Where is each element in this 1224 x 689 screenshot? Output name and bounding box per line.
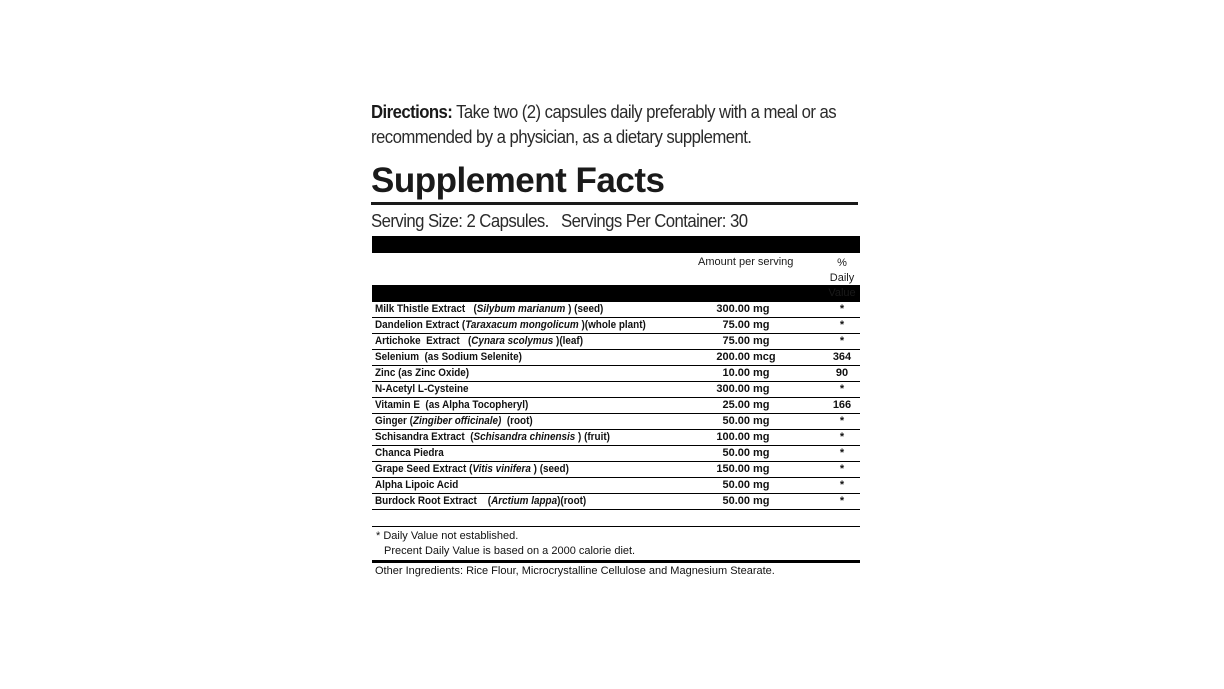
- ingredient-daily-value: *: [839, 479, 845, 491]
- ingredient-name: [375, 446, 444, 461]
- ingredient-daily-value: *: [839, 463, 845, 475]
- directions-body: Take two (2) capsules daily preferably with a meal or as recommended by a physician, as a dietary supplement.: [371, 102, 837, 147]
- ingredient-daily-value: *: [839, 431, 845, 443]
- ingredient-name: [375, 382, 469, 397]
- ingredient-amount: 50.00: [722, 495, 750, 507]
- ingredient-name: [375, 414, 533, 429]
- ingredient-unit: mg: [753, 415, 770, 427]
- ingredient-unit: mg: [753, 431, 770, 443]
- directions-label: Directions:: [371, 102, 453, 122]
- ingredient-name-main: Milk Thistle Extract (: [375, 303, 477, 315]
- ingredient-amount: 300.00: [716, 383, 750, 395]
- table-row: [372, 462, 860, 478]
- ingredient-daily-value: *: [839, 447, 845, 459]
- ingredient-amount: 50.00: [722, 415, 750, 427]
- ingredient-daily-value: *: [839, 335, 845, 347]
- amount-header: Amount per serving: [698, 256, 794, 268]
- ingredient-name: [375, 430, 610, 445]
- ingredient-name-tail: ) (seed): [565, 303, 604, 315]
- table-row: [372, 382, 860, 398]
- ingredient-unit: mg: [753, 479, 770, 491]
- ingredient-name: [375, 366, 469, 381]
- ingredient-unit: mg: [753, 495, 770, 507]
- ingredient-name-main: Chanca Piedra: [375, 447, 444, 459]
- supplement-label: [371, 100, 861, 233]
- ingredient-name-tail: (root): [501, 415, 533, 427]
- ingredient-unit: mcg: [753, 351, 776, 363]
- ingredient-name-main: Selenium (as Sodium Selenite): [375, 351, 522, 363]
- facts-table: [372, 236, 860, 579]
- ingredient-name: [375, 350, 522, 365]
- ingredient-name-main: Zinc (as Zinc Oxide): [375, 367, 470, 379]
- ingredient-unit: mg: [753, 399, 770, 411]
- ingredient-name-main: Dandelion Extract (: [375, 319, 466, 331]
- ingredient-latin-name: Vitis vinifera: [472, 463, 531, 475]
- ingredient-amount: 75.00: [722, 319, 750, 331]
- ingredient-latin-name: Silybum marianum: [476, 303, 566, 315]
- ingredient-name: [375, 302, 603, 317]
- ingredient-unit: mg: [753, 303, 770, 315]
- header-bar: [372, 285, 860, 302]
- ingredient-name-main: Grape Seed Extract (: [375, 463, 473, 475]
- ingredient-daily-value: *: [839, 319, 845, 331]
- footnote-line-1: * Daily Value not established.: [376, 530, 519, 542]
- ingredient-name: [375, 398, 528, 413]
- ingredient-latin-name: Schisandra chinensis: [473, 431, 576, 443]
- ingredient-latin-name: Zingiber officinale): [412, 415, 502, 427]
- ingredient-amount: 25.00: [722, 399, 750, 411]
- ingredient-name-main: N-Acetyl L-Cysteine: [375, 383, 469, 395]
- ingredient-unit: mg: [753, 447, 770, 459]
- table-row: [372, 366, 860, 382]
- ingredient-name: [375, 494, 586, 509]
- bottom-bar: [372, 560, 860, 563]
- ingredient-amount: 50.00: [722, 479, 750, 491]
- ingredient-name: [375, 334, 583, 349]
- table-row: [372, 430, 860, 446]
- table-row: [372, 302, 860, 318]
- ingredient-name-main: Burdock Root Extract (: [375, 495, 492, 507]
- ingredient-name-tail: )(root): [557, 495, 587, 507]
- ingredient-name-tail: ) (fruit): [575, 431, 610, 443]
- ingredient-name-main: Artichoke Extract (: [375, 335, 472, 347]
- ingredient-name-main: Schisandra Extract (: [375, 431, 474, 443]
- ingredient-name-main: Alpha Lipoic Acid: [375, 479, 459, 491]
- table-row: [372, 494, 860, 510]
- directions-text: [371, 100, 855, 150]
- daily-value-header: [824, 256, 860, 301]
- ingredient-daily-value: 166: [832, 399, 852, 411]
- ingredient-rows: [372, 302, 860, 510]
- ingredient-name-tail: )(leaf): [553, 335, 583, 347]
- ingredient-unit: mg: [753, 383, 770, 395]
- ingredient-amount: 300.00: [716, 303, 750, 315]
- ingredient-daily-value: *: [839, 415, 845, 427]
- table-row: [372, 414, 860, 430]
- footnote-line-2: Precent Daily Value is based on a 2000 calorie diet.: [384, 545, 636, 557]
- ingredient-amount: 150.00: [716, 463, 750, 475]
- ingredient-name: [375, 318, 646, 333]
- ingredient-amount: 200.00: [716, 351, 750, 363]
- ingredient-latin-name: Arctium lappa: [491, 495, 558, 507]
- ingredient-latin-name: Cynara scolymus: [471, 335, 554, 347]
- ingredient-name-tail: ) (seed): [530, 463, 569, 475]
- ingredient-daily-value: 364: [832, 351, 852, 363]
- ingredient-name-main: Vitamin E (as Alpha Tocopheryl): [375, 399, 529, 411]
- other-ingredients: Other Ingredients: Rice Flour, Microcrystalline Cellulose and Magnesium Stearate.: [375, 565, 775, 577]
- table-row: [372, 446, 860, 462]
- daily-value-header-line1: % Daily: [829, 257, 855, 284]
- serving-info: Serving Size: 2 Capsules. Servings Per Container: 30: [371, 211, 748, 231]
- ingredient-daily-value: *: [839, 495, 845, 507]
- facts-title: Supplement Facts: [371, 161, 665, 200]
- ingredient-unit: mg: [753, 319, 770, 331]
- table-header: [372, 253, 860, 299]
- ingredient-daily-value: 90: [835, 367, 849, 379]
- ingredient-amount: 10.00: [722, 367, 750, 379]
- ingredient-latin-name: Taraxacum mongolicum: [465, 319, 579, 331]
- ingredient-name: [375, 478, 458, 493]
- ingredient-name-tail: )(whole plant): [578, 319, 646, 331]
- ingredient-amount: 75.00: [722, 335, 750, 347]
- table-row: [372, 334, 860, 350]
- table-row: [372, 398, 860, 414]
- ingredient-unit: mg: [753, 367, 770, 379]
- ingredient-amount: 50.00: [722, 447, 750, 459]
- daily-value-header-line2: Value: [828, 287, 856, 299]
- title-rule: [371, 202, 858, 205]
- ingredient-name-main: Ginger (: [375, 415, 413, 427]
- top-bar: [372, 236, 860, 253]
- ingredient-unit: mg: [753, 335, 770, 347]
- ingredient-daily-value: *: [839, 303, 845, 315]
- ingredient-unit: mg: [753, 463, 770, 475]
- ingredient-name: [375, 462, 569, 477]
- table-spacer: [372, 510, 860, 527]
- table-row: [372, 318, 860, 334]
- table-row: [372, 478, 860, 494]
- ingredient-amount: 100.00: [716, 431, 750, 443]
- footnote: [372, 527, 860, 560]
- table-row: [372, 350, 860, 366]
- ingredient-daily-value: *: [839, 383, 845, 395]
